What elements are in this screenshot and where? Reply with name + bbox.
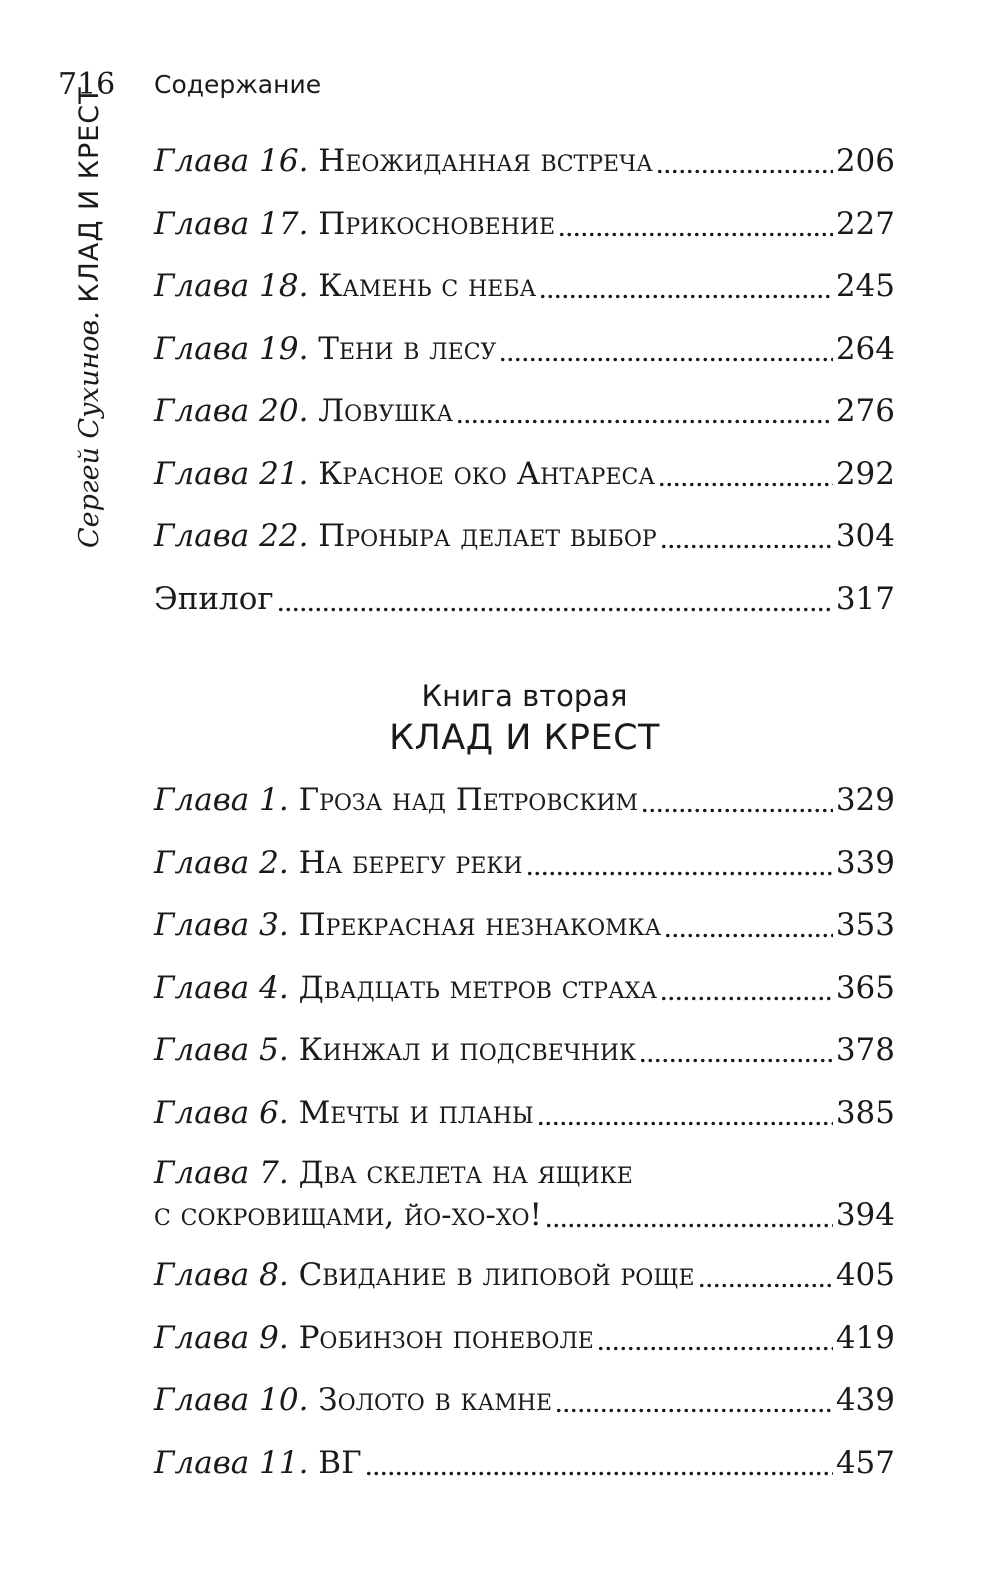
- dot-leader: [456, 403, 833, 425]
- toc-entry-title: Эпилог: [154, 580, 274, 617]
- dot-leader: [658, 466, 833, 488]
- toc-entry-title: ВГ: [318, 1444, 362, 1481]
- side-title-work: КЛАД И КРЕСТ: [74, 86, 105, 303]
- toc-entry-page: 264: [835, 330, 895, 367]
- toc-entry[interactable]: [154, 1144, 895, 1244]
- toc-entry-title: Робинзон поневоле: [298, 1319, 594, 1356]
- toc-entry-page: 339: [835, 844, 895, 881]
- toc-entry-title: Свидание в липовой роще: [298, 1257, 695, 1294]
- toc-entry-label: Глава 11.: [154, 1444, 309, 1481]
- toc-entry-page: 245: [835, 268, 895, 305]
- toc-entry-page: 378: [835, 1032, 895, 1069]
- toc-entry[interactable]: [154, 1082, 895, 1145]
- page-number: 716: [58, 66, 116, 102]
- toc-entry-label: Глава 7.: [154, 1155, 289, 1191]
- toc-entry-label: Глава 8.: [154, 1257, 289, 1294]
- toc-entry-title: Прикосновение: [318, 205, 556, 242]
- toc-entry-page: 405: [835, 1257, 895, 1294]
- toc-entry[interactable]: [154, 894, 895, 957]
- toc-entry-page: 227: [835, 205, 895, 242]
- toc-book1: [154, 130, 895, 630]
- dot-leader: [545, 1207, 833, 1229]
- dot-leader: [277, 591, 833, 613]
- toc-entry-title: Гроза над Петровским: [298, 782, 639, 819]
- toc-entry-page: 365: [835, 969, 895, 1006]
- toc-entry-title: Мечты и планы: [298, 1094, 534, 1131]
- toc-entry-title: Золото в камне: [318, 1382, 553, 1419]
- toc-entry-epilogue[interactable]: [154, 568, 895, 631]
- toc-entry-label: Глава 10.: [154, 1382, 309, 1419]
- toc-entry-label: Глава 1.: [154, 782, 289, 819]
- dot-leader: [537, 1105, 833, 1127]
- toc-entry-title: Ловушка: [318, 393, 454, 430]
- toc-entry-label: Глава 5.: [154, 1032, 289, 1069]
- toc-entry[interactable]: [154, 1244, 895, 1307]
- toc-entry-label: Глава 3.: [154, 907, 289, 944]
- toc-entry[interactable]: [154, 832, 895, 895]
- toc-entry-page: 385: [835, 1094, 895, 1131]
- toc-entry-label: Глава 2.: [154, 844, 289, 881]
- running-head: Содержание: [154, 69, 322, 99]
- toc-entry-page: 276: [835, 393, 895, 430]
- toc-entry-label: Глава 4.: [154, 969, 289, 1006]
- dot-leader: [660, 980, 833, 1002]
- toc-entry-title: Неожиданная встреча: [318, 143, 653, 180]
- dot-leader: [597, 1330, 833, 1352]
- toc-entry-title: На берегу реки: [298, 844, 523, 881]
- toc-entry-title: Кинжал и подсвечник: [298, 1032, 637, 1069]
- toc-entry-label: Глава 17.: [154, 205, 309, 242]
- dot-leader: [526, 855, 833, 877]
- toc-entry-label: Глава 18.: [154, 268, 309, 305]
- toc-book2: [154, 769, 895, 1494]
- toc-entry-page: 457: [835, 1444, 895, 1481]
- dot-leader: [365, 1455, 833, 1477]
- toc-entry[interactable]: [154, 1432, 895, 1495]
- toc-entry-title: Красное око Антареса: [318, 455, 656, 492]
- toc-entry-label: Глава 19.: [154, 330, 309, 367]
- toc-entry-label: Глава 9.: [154, 1319, 289, 1356]
- toc-entry[interactable]: [154, 443, 895, 506]
- toc-entry-page: 353: [835, 907, 895, 944]
- toc-entry-title-continued: с сокровищами, йо-хо-хо!: [154, 1197, 542, 1233]
- dot-leader: [639, 1042, 833, 1064]
- toc-entry-title: Прекрасная незнакомка: [298, 907, 662, 944]
- toc-entry[interactable]: [154, 505, 895, 568]
- toc-entry[interactable]: [154, 957, 895, 1020]
- toc-entry-label: Глава 6.: [154, 1094, 289, 1131]
- dot-leader: [660, 528, 833, 550]
- toc-entry-title: Два скелета на ящике: [298, 1155, 633, 1191]
- toc-entry-page: 317: [835, 580, 895, 617]
- toc-entry-page: 329: [835, 782, 895, 819]
- toc-entry-page: 419: [835, 1319, 895, 1356]
- toc-entry-label: Глава 21.: [154, 455, 309, 492]
- dot-leader: [539, 278, 833, 300]
- toc-entry[interactable]: [154, 193, 895, 256]
- toc-entry-page: 304: [835, 518, 895, 555]
- dot-leader: [641, 792, 833, 814]
- dot-leader: [558, 216, 833, 238]
- toc-entry[interactable]: [154, 769, 895, 832]
- toc-entry-title: Двадцать метров страха: [298, 969, 658, 1006]
- toc-entry-page: 394: [835, 1197, 895, 1233]
- toc-entry-page: 292: [835, 455, 895, 492]
- toc-entry[interactable]: [154, 1019, 895, 1082]
- toc-entry-page: 206: [835, 143, 895, 180]
- toc-entry[interactable]: [154, 318, 895, 381]
- toc-entry-label: Глава 16.: [154, 143, 309, 180]
- toc-entry[interactable]: [154, 1369, 895, 1432]
- side-title-author: Сергей Сухинов.: [74, 311, 105, 548]
- toc-entry[interactable]: [154, 130, 895, 193]
- toc-entry-label: Глава 20.: [154, 393, 309, 430]
- toc-entry-label: Глава 22.: [154, 518, 309, 555]
- dot-leader: [664, 917, 833, 939]
- dot-leader: [698, 1267, 833, 1289]
- toc-entry-title: Проныра делает выбор: [318, 518, 657, 555]
- dot-leader: [656, 153, 833, 175]
- side-title: [70, 86, 110, 548]
- book-title: КЛАД И КРЕСТ: [389, 718, 660, 758]
- toc-entry-page: 439: [835, 1382, 895, 1419]
- book-subtitle: Книга вторая: [421, 679, 628, 713]
- toc-entry[interactable]: [154, 380, 895, 443]
- book-heading: [154, 676, 895, 760]
- dot-leader: [555, 1392, 833, 1414]
- dot-leader: [499, 341, 832, 363]
- toc-entry-title: Тени в лесу: [318, 330, 497, 367]
- toc-entry[interactable]: [154, 255, 895, 318]
- toc-entry-title: Камень с неба: [318, 268, 537, 305]
- toc-entry[interactable]: [154, 1307, 895, 1370]
